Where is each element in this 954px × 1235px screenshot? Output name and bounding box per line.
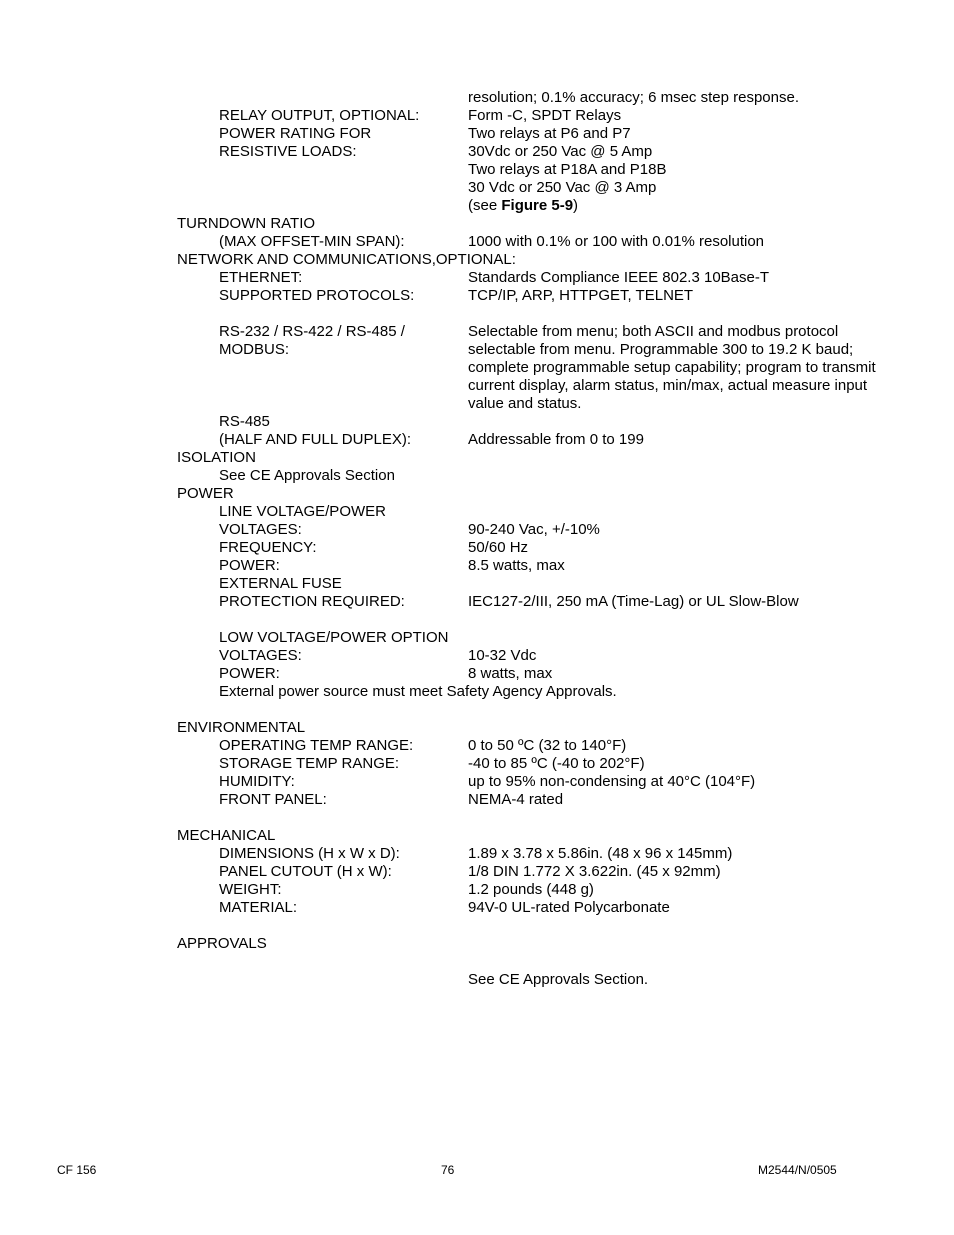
spec-row: [177, 935, 917, 953]
spec-row: [177, 647, 917, 665]
spec-label: LOW VOLTAGE/POWER OPTION: [219, 629, 449, 646]
spec-row: [177, 449, 917, 467]
spec-value: 1.89 x 3.78 x 5.86in. (48 x 96 x 145mm): [468, 845, 733, 862]
spec-value: 94V-0 UL-rated Polycarbonate: [468, 899, 670, 916]
spec-label: POWER:: [219, 557, 280, 574]
figure-reference: Figure 5-9: [501, 197, 574, 214]
spec-value: Two relays at P6 and P7: [468, 125, 631, 142]
spec-value: 30Vdc or 250 Vac @ 5 Amp: [468, 143, 653, 160]
spec-row: [177, 539, 917, 557]
spec-label: RESISTIVE LOADS:: [219, 143, 357, 160]
spec-row: [177, 431, 917, 449]
spec-value: 1000 with 0.1% or 100 with 0.01% resolution: [468, 233, 765, 250]
spec-label: DIMENSIONS (H x W x D):: [219, 845, 400, 862]
spec-value: 8 watts, max: [468, 665, 553, 682]
footer-page-number: 76: [441, 1163, 455, 1177]
spec-label: VOLTAGES:: [219, 647, 302, 664]
spec-row: [177, 755, 917, 773]
spec-value: 50/60 Hz: [468, 539, 529, 556]
spec-label: (MAX OFFSET-MIN SPAN):: [219, 233, 405, 250]
spec-value: value and status.: [468, 395, 582, 412]
spec-value: 10-32 Vdc: [468, 647, 537, 664]
value-text: ): [573, 197, 579, 214]
spec-row: [177, 683, 917, 701]
spec-label: HUMIDITY:: [219, 773, 295, 790]
spec-row: [177, 863, 917, 881]
spec-value: 30 Vdc or 250 Vac @ 3 Amp: [468, 179, 657, 196]
spec-row: [177, 395, 917, 413]
spec-row: [177, 971, 917, 989]
spec-label: FRONT PANEL:: [219, 791, 327, 808]
spec-label: ETHERNET:: [219, 269, 303, 286]
spec-value: IEC127-2/III, 250 mA (Time-Lag) or UL Slow-Blow: [468, 593, 799, 610]
spec-label: MODBUS:: [219, 341, 290, 358]
spec-row: [177, 791, 917, 809]
spec-row: [177, 665, 917, 683]
footer-model: CF 156: [57, 1163, 97, 1177]
spec-value: 8.5 watts, max: [468, 557, 565, 574]
spec-row: [177, 251, 917, 269]
spec-value: Form -C, SPDT Relays: [468, 107, 622, 124]
spec-label: RS-232 / RS-422 / RS-485 /: [219, 323, 405, 340]
spec-value: TCP/IP, ARP, HTTPGET, TELNET: [468, 287, 694, 304]
spec-row: [177, 503, 917, 521]
spec-value: selectable from menu. Programmable 300 to 19.2 K baud;: [468, 341, 854, 358]
spec-value: Standards Compliance IEEE 802.3 10Base-T: [468, 269, 770, 286]
spec-row: [177, 629, 917, 647]
spec-row: [177, 467, 917, 485]
spec-label: FREQUENCY:: [219, 539, 317, 556]
spec-value: Two relays at P18A and P18B: [468, 161, 667, 178]
value-text: (see: [468, 197, 502, 214]
spec-label: VOLTAGES:: [219, 521, 302, 538]
section-heading: NETWORK AND COMMUNICATIONS,OPTIONAL:: [177, 251, 516, 268]
spec-row: [177, 143, 917, 161]
spec-row: [177, 773, 917, 791]
spec-label: MATERIAL:: [219, 899, 298, 916]
blank-line: [177, 305, 917, 323]
spec-label: (HALF AND FULL DUPLEX):: [219, 431, 411, 448]
spec-row: [177, 269, 917, 287]
spec-value: NEMA-4 rated: [468, 791, 564, 808]
spec-note: External power source must meet Safety Agency Approvals.: [219, 683, 617, 700]
spec-row: [177, 575, 917, 593]
spec-value: up to 95% non-condensing at 40°C (104°F): [468, 773, 756, 790]
spec-label: SUPPORTED PROTOCOLS:: [219, 287, 415, 304]
spec-row: [177, 845, 917, 863]
spec-label: EXTERNAL FUSE: [219, 575, 342, 592]
section-heading: POWER: [177, 485, 234, 502]
spec-label: RS-485: [219, 413, 270, 430]
spec-row: [177, 161, 917, 179]
spec-value: -40 to 85 ºC (-40 to 202°F): [468, 755, 645, 772]
spec-row: [177, 323, 917, 341]
blank-line: [177, 611, 917, 629]
spec-row: [177, 521, 917, 539]
spec-row: [177, 377, 917, 395]
spec-row: [177, 593, 917, 611]
spec-value: Addressable from 0 to 199: [468, 431, 644, 448]
spec-value: 1/8 DIN 1.772 X 3.622in. (45 x 92mm): [468, 863, 721, 880]
spec-value: [468, 197, 578, 215]
spec-row: [177, 899, 917, 917]
spec-label: PANEL CUTOUT (H x W):: [219, 863, 392, 880]
spec-row: [177, 233, 917, 251]
spec-label: RELAY OUTPUT, OPTIONAL:: [219, 107, 420, 124]
spec-row: [177, 359, 917, 377]
spec-row: [177, 125, 917, 143]
spec-row: [177, 179, 917, 197]
spec-row: [177, 485, 917, 503]
spec-label: OPERATING TEMP RANGE:: [219, 737, 414, 754]
spec-row: [177, 737, 917, 755]
section-heading: ENVIRONMENTAL: [177, 719, 306, 736]
spec-row: [177, 107, 917, 125]
spec-row: [177, 827, 917, 845]
section-heading: ISOLATION: [177, 449, 256, 466]
spec-label: LINE VOLTAGE/POWER: [219, 503, 386, 520]
spec-row: [177, 719, 917, 737]
spec-label: PROTECTION REQUIRED:: [219, 593, 405, 610]
spec-label: STORAGE TEMP RANGE:: [219, 755, 400, 772]
spec-row: [177, 881, 917, 899]
spec-value: resolution; 0.1% accuracy; 6 msec step response.: [468, 89, 799, 106]
spec-value: 0 to 50 ºC (32 to 140°F): [468, 737, 627, 754]
spec-label: POWER:: [219, 665, 280, 682]
spec-row: [177, 197, 917, 215]
spec-value: Selectable from menu; both ASCII and modbus protocol: [468, 323, 839, 340]
spec-value: complete programmable setup capability; program to transmit: [468, 359, 876, 376]
blank-line: [177, 809, 917, 827]
spec-row: [177, 287, 917, 305]
blank-line: [177, 701, 917, 719]
spec-label: See CE Approvals Section: [219, 467, 395, 484]
spec-row: [177, 557, 917, 575]
blank-line: [177, 917, 917, 935]
spec-label: POWER RATING FOR: [219, 125, 372, 142]
section-heading: APPROVALS: [177, 935, 267, 952]
spec-value: 1.2 pounds (448 g): [468, 881, 594, 898]
spec-value: See CE Approvals Section.: [468, 971, 649, 988]
spec-value: 90-240 Vac, +/-10%: [468, 521, 600, 538]
spec-row: [177, 215, 917, 233]
blank-line: [177, 953, 917, 971]
footer-document-code: M2544/N/0505: [758, 1163, 837, 1177]
specifications-list: [177, 89, 917, 989]
spec-row: [177, 341, 917, 359]
spec-row: [177, 413, 917, 431]
spec-row: [177, 89, 917, 107]
section-heading: MECHANICAL: [177, 827, 276, 844]
section-heading: TURNDOWN RATIO: [177, 215, 316, 232]
spec-value: current display, alarm status, min/max, actual measure input: [468, 377, 868, 394]
spec-label: WEIGHT:: [219, 881, 282, 898]
